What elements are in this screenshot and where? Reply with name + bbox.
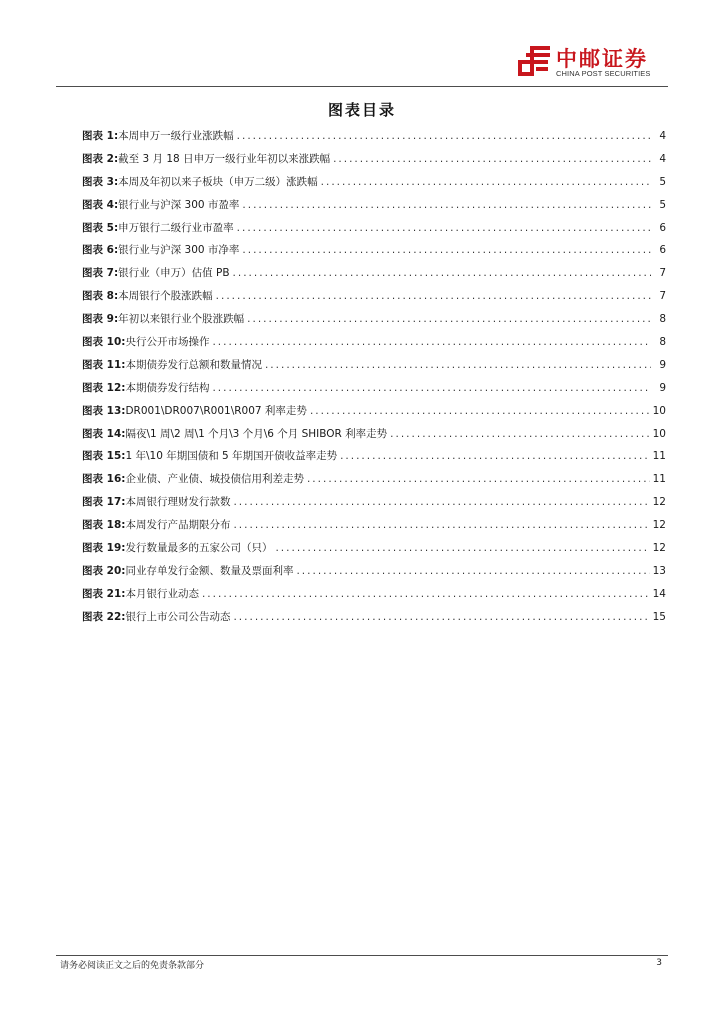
toc-entry-title: 本期债券发行结构 (125, 381, 210, 394)
toc-entry-page: 15 (652, 610, 666, 623)
toc-entry[interactable] (82, 540, 666, 563)
toc-entry-title: 银行业与沪深 300 市净率 (118, 244, 240, 257)
toc-entry-label: 图表 21: (82, 587, 126, 600)
toc-entry-label: 图表 16: (82, 473, 126, 486)
toc-dot-leader (212, 336, 651, 348)
toc-entry-page: 10 (652, 404, 666, 417)
toc-entry-page: 8 (659, 313, 666, 326)
toc-dot-leader (333, 153, 651, 165)
toc-entry-title: 本周银行理财发行款数 (125, 496, 231, 509)
toc-entry-page: 4 (659, 130, 666, 142)
toc-entry[interactable] (82, 265, 666, 288)
toc-entry-title: 本周及年初以来子板块（申万二级）涨跌幅 (118, 175, 318, 188)
footer-divider (56, 955, 668, 956)
toc-dot-leader (242, 244, 651, 256)
toc-entry-title: 截至 3 月 18 日申万一级行业年初以来涨跌幅 (118, 152, 331, 165)
toc-dot-leader (265, 359, 651, 371)
toc-entry-label: 图表 4: (82, 198, 119, 211)
toc-entry-title: 申万银行二级行业市盈率 (118, 221, 234, 234)
toc-dot-leader (390, 428, 649, 440)
company-logo (516, 42, 668, 82)
toc-entry-title: 企业债、产业债、城投债信用利差走势 (125, 473, 304, 486)
toc-dot-leader (307, 473, 650, 485)
toc-entry[interactable] (82, 242, 666, 265)
toc-entry-title: 本月银行业动态 (125, 587, 199, 600)
toc-entry-label: 图表 14: (82, 427, 126, 440)
toc-entry-page: 9 (659, 381, 666, 394)
toc-entry[interactable] (82, 311, 666, 334)
toc-entry-page: 14 (652, 587, 666, 600)
toc-dot-leader (233, 267, 651, 279)
toc-entry-label: 图表 2: (82, 152, 119, 165)
toc-entry-label: 图表 7: (82, 267, 119, 280)
toc-entry-title: DR001\DR007\R001\R007 利率走势 (125, 404, 307, 417)
toc-title: 图表目录 (327, 101, 396, 119)
toc-entry-page: 7 (659, 290, 666, 303)
toc-entry-title: 银行上市公司公告动态 (125, 610, 231, 623)
toc-entry-label: 图表 13: (82, 404, 126, 417)
toc-dot-leader (247, 313, 651, 325)
toc-entry[interactable] (82, 448, 666, 471)
toc-entry-page: 11 (652, 473, 666, 486)
toc-entry[interactable] (82, 128, 666, 151)
toc-entry-label: 图表 9: (82, 313, 119, 326)
toc-entry-title: 1 年\10 年期国债和 5 年期国开债收益率走势 (125, 450, 338, 463)
logo-chinese-name: 中邮证券 (556, 47, 648, 71)
toc-entry-page: 9 (659, 358, 666, 371)
toc-entry-page: 10 (652, 427, 666, 440)
toc-entry[interactable] (82, 494, 666, 517)
toc-entry-title: 本周发行产品期限分布 (125, 519, 231, 532)
toc-dot-leader (275, 542, 649, 554)
toc-entry-page: 7 (659, 267, 666, 280)
toc-dot-leader (321, 176, 651, 188)
toc-entry[interactable] (82, 357, 666, 380)
toc-entry-page: 12 (652, 519, 666, 532)
toc-entry-label: 图表 18: (82, 519, 126, 532)
toc-entry-title: 年初以来银行业个股涨跌幅 (118, 313, 245, 326)
toc-entry-page: 12 (652, 496, 666, 509)
toc-entry-title: 同业存单发行金额、数量及票面利率 (125, 564, 294, 577)
toc-entry-title: 本期债券发行总额和数量情况 (125, 358, 262, 371)
page-header (56, 38, 668, 86)
toc-dot-leader (310, 405, 650, 417)
toc-entry-title: 银行业与沪深 300 市盈率 (118, 198, 240, 211)
toc-entry-title: 本周银行个股涨跌幅 (118, 290, 213, 303)
table-of-figures (82, 128, 666, 632)
toc-entry-page: 8 (659, 336, 666, 349)
toc-dot-leader (202, 588, 650, 600)
toc-entry[interactable] (82, 197, 666, 220)
toc-entry-title: 央行公开市场操作 (125, 336, 210, 349)
toc-dot-leader (216, 290, 651, 302)
toc-entry[interactable] (82, 151, 666, 174)
toc-entry-title: 隔夜\1 周\2 周\1 个月\3 个月\6 个月 SHIBOR 利率走势 (125, 427, 388, 440)
toc-entry-page: 12 (652, 542, 666, 555)
toc-entry-label: 图表 6: (82, 244, 119, 257)
toc-entry-page: 6 (659, 244, 666, 257)
toc-dot-leader (233, 496, 649, 508)
toc-entry-label: 图表 1: (82, 130, 119, 142)
toc-entry[interactable] (82, 563, 666, 586)
toc-entry[interactable] (82, 380, 666, 403)
toc-entry[interactable] (82, 471, 666, 494)
toc-entry-page: 5 (659, 175, 666, 188)
toc-entry[interactable] (82, 517, 666, 540)
toc-entry-label: 图表 11: (82, 358, 126, 371)
toc-dot-leader (237, 222, 651, 234)
toc-entry-page: 6 (659, 221, 666, 234)
toc-entry-label: 图表 20: (82, 564, 126, 577)
toc-entry-label: 图表 17: (82, 496, 126, 509)
toc-entry-title: 银行业（申万）估值 PB (118, 267, 230, 280)
toc-entry-page: 13 (652, 564, 666, 577)
toc-entry-label: 图表 12: (82, 381, 126, 394)
page-number: 3 (656, 958, 662, 968)
toc-entry[interactable] (82, 220, 666, 243)
toc-dot-leader (233, 611, 649, 623)
toc-entry[interactable] (82, 174, 666, 197)
toc-entry-page: 5 (659, 198, 666, 211)
toc-entry-title: 发行数量最多的五家公司（只） (125, 542, 273, 555)
toc-dot-leader (212, 382, 651, 394)
toc-entry-label: 图表 5: (82, 221, 119, 234)
toc-dot-leader (237, 130, 651, 142)
toc-dot-leader (296, 565, 649, 577)
toc-entry[interactable] (82, 334, 666, 357)
header-divider (56, 86, 668, 87)
logo-english-name: CHINA POST SECURITIES (556, 69, 651, 78)
toc-dot-leader (242, 199, 651, 211)
china-post-logo-icon (516, 44, 552, 80)
toc-dot-leader (340, 450, 650, 462)
toc-entry-label: 图表 15: (82, 450, 126, 463)
toc-entry[interactable] (82, 426, 666, 449)
toc-entry-title: 本周申万一级行业涨跌幅 (118, 130, 234, 142)
toc-entry[interactable] (82, 403, 666, 426)
toc-entry[interactable] (82, 586, 666, 609)
toc-entry[interactable] (82, 288, 666, 311)
toc-dot-leader (233, 519, 649, 531)
toc-entry-page: 11 (652, 450, 666, 463)
toc-entry[interactable] (82, 609, 666, 632)
toc-entry-label: 图表 8: (82, 290, 119, 303)
toc-entry-label: 图表 22: (82, 610, 126, 623)
toc-entry-page: 4 (659, 152, 666, 165)
toc-entry-label: 图表 19: (82, 542, 126, 555)
footer-disclaimer: 请务必阅读正文之后的免责条款部分 (60, 961, 205, 971)
toc-entry-label: 图表 3: (82, 175, 119, 188)
toc-entry-label: 图表 10: (82, 336, 126, 349)
